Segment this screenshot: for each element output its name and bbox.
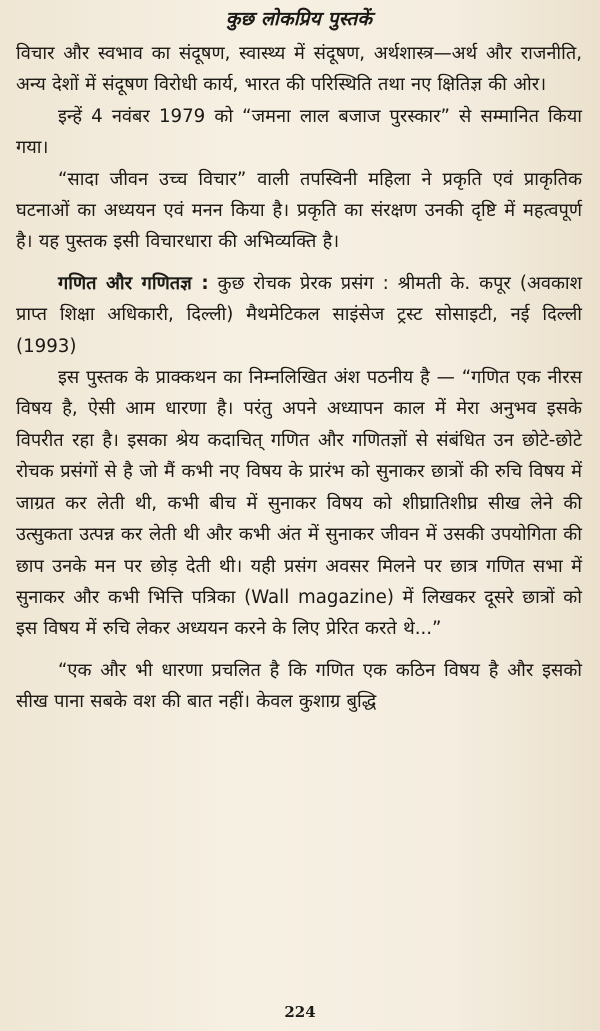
book-title-bold: गणित और गणितज्ञ : [58, 272, 209, 294]
running-head: कुछ लोकप्रिय पुस्तकें [225, 8, 373, 30]
paragraph-1: विचार और स्वभाव का संदूषण, स्वास्थ्य में संदूषण, अर्थशास्त्र—अर्थ और राजनीति, अन्य देशों में संदूषण विरोधी कार्य, भारत की परिस्थिति तथा नए क्षितिज्ञ की ओर। [16, 43, 582, 96]
paragraph-6: “एक और भी धारणा प्रचलित है कि गणित एक कठिन विषय है और इसको सीख पाना सबके वश की बात नहीं। केवल कुशाग्र बुद्धि [16, 659, 582, 713]
page-number: 224 [284, 1003, 316, 1021]
paragraph-5: इस पुस्तक के प्राक्कथन का निम्नलिखित अंश पठनीय है — “गणित एक नीरस विषय है, ऐसी आम धारणा है। परंतु अपने अध्यापन काल में मेरा अनुभव इसके विपरीत रहा है। इसका श्रेय कदाचित् गणित और गणितज्ञों से संबंधित उन छोटे-छोटे रोचक प्रसंगों से है जो मैं कभी नए विषय के प्रारंभ को सुनाकर छात्रों की रुचि विषय में जाग्रत कर लेती थी, कभी बीच में सुनाकर विषय को शीघ्रातिशीघ्र सीख लेने की उत्सुकता उत्पन्न कर लेती थी और कभी अंत में सुनाकर जीवन में उसकी उपयोगिता की छाप उनके मन पर छोड़ देती थी। यही प्रसंग अवसर मिलने पर छात्र गणित सभा में सुनाकर और कभी भित्ति पत्रिका (Wall magazine) में लिखकर दूसरे छात्रों को इस विषय में रुचि लेकर अध्ययन करने के लिए प्रेरित करते थे...” [16, 367, 582, 640]
paragraph-3: “सादा जीवन उच्च विचार” वाली तपस्विनी महिला ने प्रकृति एवं प्राकृतिक घटनाओं का अध्ययन एवं मनन किया है। प्रकृति का संरक्षण उनकी दृष्टि में महत्वपूर्ण है। यह पुस्तक इसी विचारधारा की अभिव्यक्ति है। [16, 168, 582, 253]
book-details: कुछ रोचक प्रेरक प्रसंग : श्रीमती के. कपूर (अवकाश प्राप्त शिक्षा अधिकारी, दिल्ली) मैथमेटिकल साइंसेज ट्रस्ट सोसाइटी, नई दिल्ली (1993) [16, 272, 583, 357]
paragraph-2: इन्हें 4 नवंबर 1979 को “जमना लाल बजाज पुरस्कार” से सम्मानित किया गया। [16, 105, 582, 159]
body-text [16, 38, 582, 718]
paragraph-4 [16, 268, 582, 362]
